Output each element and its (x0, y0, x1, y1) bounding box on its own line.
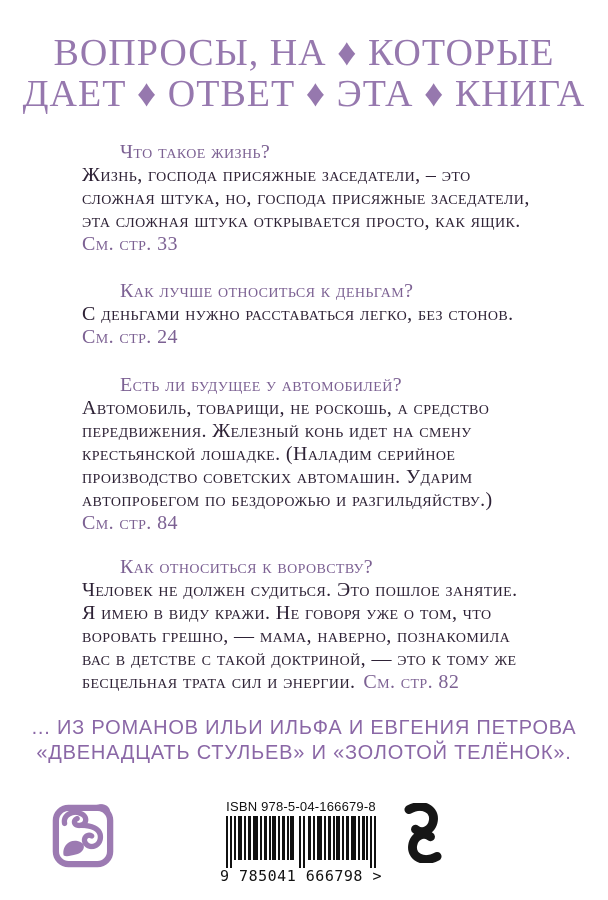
question-heading: Как относиться к воровству? (120, 556, 374, 578)
answer-text: бесцельная трата сил и энергии. (82, 671, 356, 693)
page-reference: См. стр. 33 (82, 233, 178, 255)
answer-line: Я имею в виду кражи. Не говоря уже о том, что (82, 602, 492, 624)
eksmo-swirl-icon (398, 803, 448, 868)
answer-line: эта сложная штука открывается просто, как ящик. (82, 210, 521, 232)
footer-line-2: «ДВЕНАДЦАТЬ СТУЛЬЕВ» И «ЗОЛОТОЙ ТЕЛЁНОК». (36, 742, 572, 764)
answer-line: Жизнь, господа присяжные заседатели, – это (82, 164, 471, 186)
answer-line: вас в детстве с такой доктриной, — это к тому же (82, 648, 517, 670)
question-heading: Как лучше относиться к деньгам? (120, 280, 414, 302)
isbn-text: ISBN 978-5-04-166679-8 (226, 799, 376, 814)
barcode-digits: 9 785041 666798 > (219, 867, 383, 885)
answer-line: автопробегом по бездорожью и разгильдяйству.) (82, 489, 493, 511)
answer-line: крестьянской лошадке. (Наладим серийное (82, 443, 456, 465)
answer-line: воровать грешно, — мама, наверно, познакомила (82, 625, 511, 647)
title-line-2: ДАЕТ ♦ ОТВЕТ ♦ ЭТА ♦ КНИГА (22, 73, 586, 115)
page-reference: См. стр. 24 (82, 326, 178, 348)
footer-attribution (0, 716, 608, 766)
qa-section-theft (82, 556, 582, 694)
answer-line: передвижения. Железный конь идет на смену (82, 420, 472, 442)
answer-line: сложная штука, но, господа присяжные заседатели, (82, 187, 530, 209)
barcode (206, 799, 396, 885)
page-reference: См. стр. 82 (363, 671, 460, 693)
qa-section-life (82, 141, 582, 256)
answer-line: Автомобиль, товарищи, не роскошь, а средство (82, 397, 490, 419)
footer-line-1: ... ИЗ РОМАНОВ ИЛЬИ ИЛЬФА И ЕВГЕНИЯ ПЕТРОВА (31, 717, 577, 739)
answer-line: С деньгами нужно расставаться легко, без стонов. (82, 303, 514, 325)
question-heading: Что такое жизнь? (120, 141, 271, 163)
qa-section-money (82, 280, 582, 349)
qa-section-cars (82, 374, 582, 535)
page-reference: См. стр. 84 (82, 512, 178, 534)
answer-line: Человек не должен судиться. Это пошлое занятие. (82, 579, 518, 601)
answer-line: производство советских автомашин. Ударим (82, 466, 473, 488)
answer-line (82, 671, 582, 694)
title-line-1: ВОПРОСЫ, НА ♦ КОТОРЫЕ (53, 32, 555, 74)
back-cover-title (0, 33, 608, 115)
barcode-bars (226, 816, 376, 868)
publisher-monogram-icon (52, 802, 114, 875)
question-heading: Есть ли будущее у автомобилей? (120, 374, 403, 396)
